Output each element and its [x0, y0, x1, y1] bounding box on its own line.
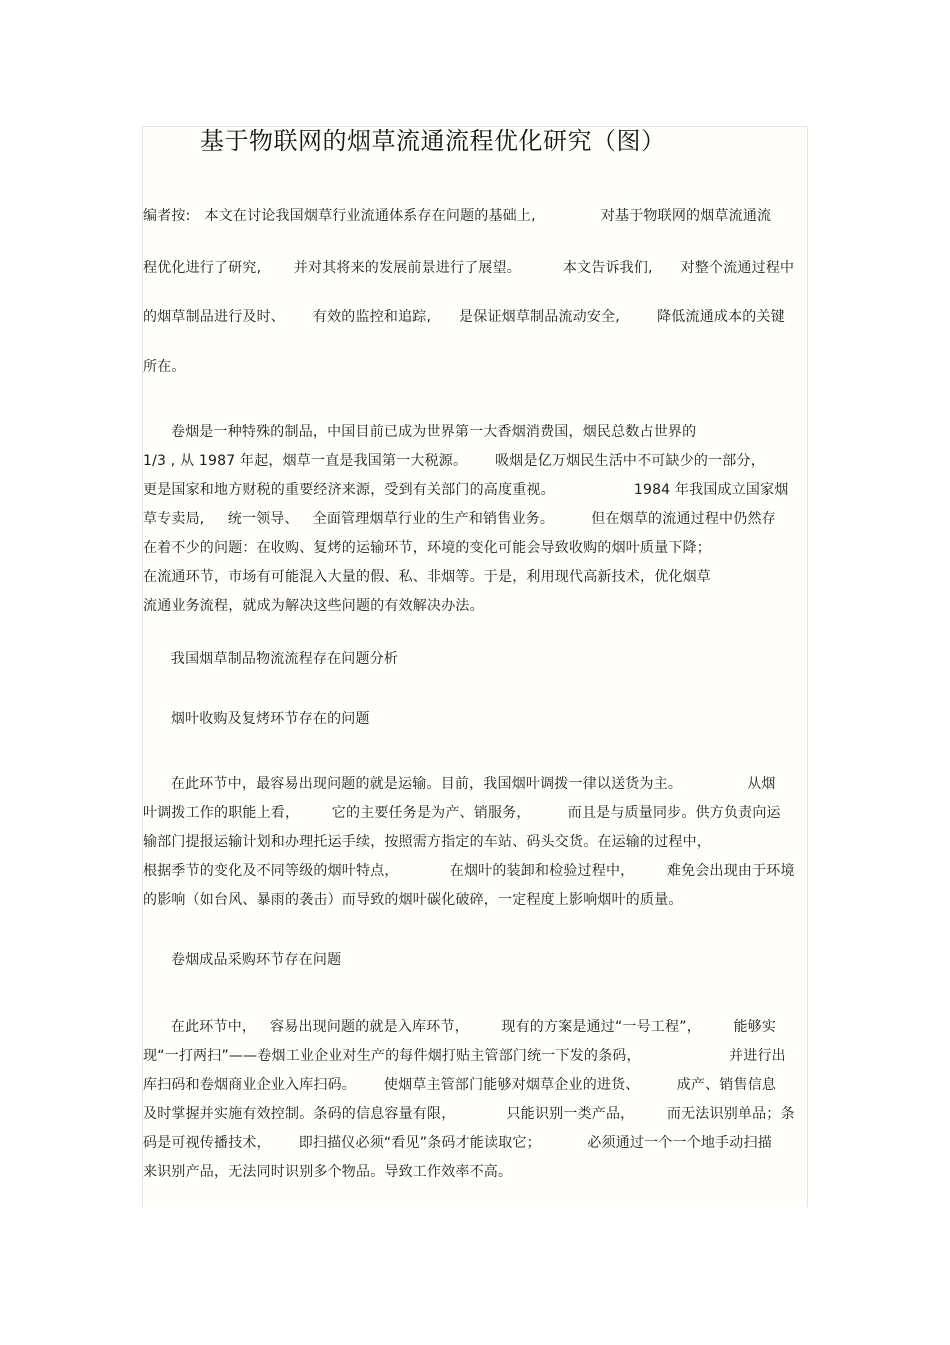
intro-line: 卷烟是一种特殊的制品，中国目前已成为世界第一大香烟消费国，烟民总数占世界的 [143, 424, 697, 440]
body-line: 在此环节中，最容易出现问题的就是运输。目前，我国烟叶调拨一律以送货为主。 从烟 [143, 776, 776, 792]
intro-line: 草专卖局, 统一领导、 全面管理烟草行业的生产和销售业务。 但在烟草的流通过程中仍然存 [143, 511, 776, 527]
intro-line: 更是国家和地方财税的重要经济来源，受到有关部门的高度重视。 1984 年我国成立国家烟 [143, 482, 789, 498]
editor-note-line: 编者按: 本文在讨论我国烟草行业流通体系存在问题的基础上, 对基于物联网的烟草流通流 [143, 208, 772, 224]
intro-line: 流通业务流程，就成为解决这些问题的有效解决办法。 [143, 598, 484, 614]
body-line: 的影响（如台风、暴雨的袭击）而导致的烟叶碳化破碎，一定程度上影响烟叶的质量。 [143, 892, 683, 908]
document-title: 基于物联网的烟草流通流程优化研究（图） [200, 127, 666, 155]
intro-line: 1/3 , 从 1987 年起，烟草一直是我国第一大税源。 吸烟是亿万烟民生活中不可缺少的一部分， [143, 453, 765, 469]
body-line: 输部门提报运输计划和办理托运手续，按照需方指定的车站、码头交货。在运输的过程中， [143, 834, 711, 850]
body-line: 及时掌握并实施有效控制。条码的信息容量有限， 只能识别一类产品， 而无法识别单品；条 [143, 1106, 795, 1122]
body-line: 叶调拨工作的职能上看， 它的主要任务是为产、销服务， 而且是与质量同步。供方负责向运 [143, 805, 781, 821]
body-line: 根据季节的变化及不同等级的烟叶特点， 在烟叶的装卸和检验过程中， 难免会出现由于环境 [143, 863, 795, 879]
body-line: 在此环节中， 容易出现问题的就是入库环节， 现有的方案是通过“一号工程”， 能够实 [143, 1019, 777, 1035]
subsection-heading: 烟叶收购及复烤环节存在的问题 [143, 711, 370, 727]
body-line: 码是可视传播技术， 即扫描仪必须“看见”条码才能读取它； 必须通过一个一个地手动扫描 [143, 1135, 772, 1151]
body-line: 来识别产品，无法同时识别多个物品。导致工作效率不高。 [143, 1164, 513, 1180]
editor-note-line: 程优化进行了研究, 并对其将来的发展前景进行了展望。 本文告诉我们, 对整个流通过程中 [143, 260, 795, 276]
body-line: 现“一打两扫”——卷烟工业企业对生产的每件烟打贴主管部门统一下发的条码， 并进行出 [143, 1048, 786, 1064]
editor-note-line: 所在。 [143, 359, 186, 375]
intro-line: 在流通环节，市场有可能混入大量的假、私、非烟等。于是，利用现代高新技术，优化烟草 [143, 569, 711, 585]
intro-line: 在着不少的问题：在收购、复烤的运输环节，环境的变化可能会导致收购的烟叶质量下降； [143, 540, 711, 556]
section-heading: 我国烟草制品物流流程存在问题分析 [143, 651, 399, 667]
body-line: 库扫码和卷烟商业企业入库扫码。 使烟草主管部门能够对烟草企业的进货、 成产、销售信息 [143, 1077, 777, 1093]
subsection-heading: 卷烟成品采购环节存在问题 [143, 952, 342, 968]
editor-note-line: 的烟草制品进行及时、 有效的监控和追踪, 是保证烟草制品流动安全, 降低流通成本的关键 [143, 309, 785, 325]
